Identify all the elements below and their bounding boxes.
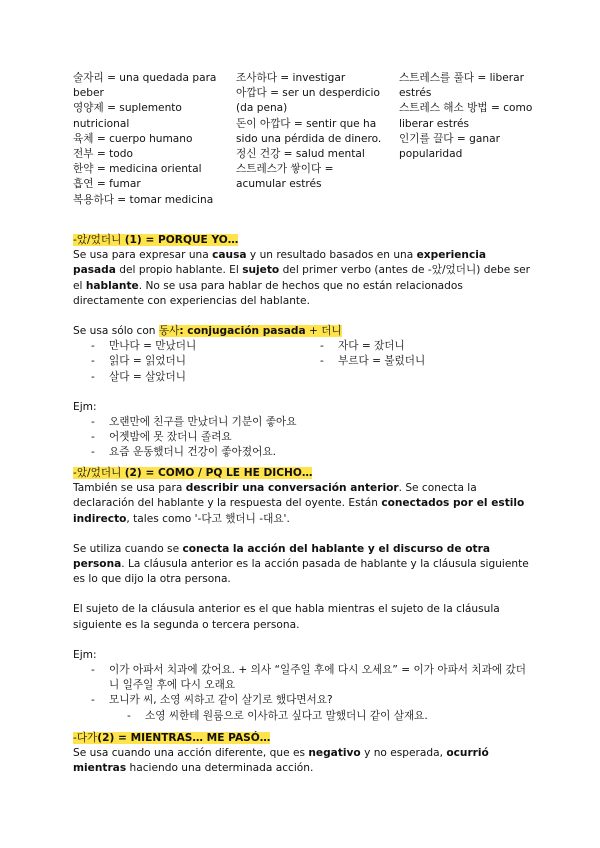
section-como-le-he-dicho <box>73 466 531 724</box>
vocab-item: 돈이 아깝다 = sentir que ha sido una pérdida de dinero. <box>236 117 382 145</box>
list-item: - 읽다 = 읽었더니 <box>73 354 302 369</box>
vocab-item: 육체 = cuerpo humano <box>73 132 193 145</box>
vocab-item: 전부 = todo <box>73 148 133 161</box>
heading-grammar: -았/었더니 <box>73 467 125 479</box>
examples-label: Ejm: <box>73 648 97 661</box>
examples-list <box>73 415 531 461</box>
heading-meaning: (1) = PORQUE YO… <box>124 234 239 246</box>
vocab-item: 정신 건강 = salud mental <box>236 148 365 161</box>
example-item: - 오랜만에 친구를 만났더니 기분이 좋아요 <box>73 415 531 430</box>
explanation-paragraph: Se usa para expresar una causa y un resultado basados en una experiencia pasada del propio hablante. El sujeto del primer verbo (antes de -았/었더니) debe ser el hablante. No se usa para hablar de hechos que no están relacionados directamente con experiencias del hablante. <box>73 249 530 307</box>
explanation-paragraph: Se usa cuando una acción diferente, que es negativo y no esperada, ocurrió mientras haciendo una determinada acción. <box>73 747 489 775</box>
vocab-item: 술자리 = una quedada para beber <box>73 72 217 100</box>
vocab-column-2 <box>236 71 386 193</box>
vocab-item: 한약 = medicina oriental <box>73 163 202 176</box>
section-heading <box>73 731 531 746</box>
conjugation-list <box>73 339 531 385</box>
vocab-item: 복용하다 = tomar medicina <box>73 193 214 206</box>
vocab-column-3 <box>399 71 533 162</box>
list-item: - 부르다 = 불렀더니 <box>302 354 531 369</box>
section-heading <box>73 233 531 248</box>
vocab-item: 스트레스가 쌓이다 = acumular estrés <box>236 163 334 191</box>
heading-grammar: -았/었더니 <box>73 234 125 246</box>
vocab-item: 아깝다 = ser un desperdicio (da pena) <box>236 87 380 115</box>
vocab-item: 조사하다 = investigar <box>236 72 346 84</box>
example-item: - 이가 아파서 치과에 갔어요. + 의사 “일주일 후에 다시 오세요” = 이가 아파서 치과에 갔더니 일주일 후에 다시 오래요 <box>73 663 531 693</box>
list-item: - 만나다 = 만났더니 <box>73 339 302 354</box>
heading-meaning: (2) = MIENTRAS… ME PASÓ… <box>97 732 271 744</box>
example-item: - 어젯밤에 못 잤더니 졸려요 <box>73 430 531 445</box>
heading-grammar: -다가 <box>73 732 98 744</box>
vocab-item: 스트레스 해소 방법 = como liberar estrés <box>399 102 533 130</box>
usage-note: Se usa sólo con 동사: conjugación pasada + 더니 <box>73 325 342 338</box>
vocab-item: 영양제 = suplemento nutricional <box>73 102 182 130</box>
explanation-paragraph: También se usa para describir una conversación anterior. Se conecta la declaración del hablante y la respuesta del oyente. Están conectados por el estilo indirecto, tales como '-다고 했더니 -대요'. <box>73 482 525 525</box>
section-heading <box>73 466 531 481</box>
example-item: - 모니카 씨, 소영 씨하고 같이 살기로 했다면서요? <box>73 693 531 708</box>
list-item: - 살다 = 살았더니 <box>73 370 302 385</box>
vocab-column-1 <box>73 71 223 208</box>
section-mientras <box>73 731 531 777</box>
examples-label: Ejm: <box>73 400 97 413</box>
sub-examples-list <box>73 709 531 724</box>
examples-list <box>73 663 531 709</box>
explanation-paragraph: El sujeto de la cláusula anterior es el que habla mientras el sujeto de la cláusula siguiente es la segunda o tercera persona. <box>73 603 500 631</box>
example-item: - 요즘 운동했더니 건강이 좋아졌어요. <box>73 445 531 460</box>
section-porque-yo <box>73 233 531 461</box>
vocab-item: 흡연 = fumar <box>73 178 141 191</box>
vocab-item: 스트레스를 풀다 = liberar estrés <box>399 72 524 100</box>
list-item: - 자다 = 잤더니 <box>302 339 531 354</box>
heading-meaning: (2) = COMO / PQ LE HE DICHO… <box>124 467 313 479</box>
explanation-paragraph: Se utiliza cuando se conecta la acción del hablante y el discurso de otra persona. La cláusula anterior es la acción pasada de hablante y la cláusula siguiente es lo que dijo la otra persona. <box>73 542 529 586</box>
vocab-item: 인기를 끌다 = ganar popularidad <box>399 132 500 161</box>
example-item: - 소영 씨한테 원룸으로 이사하고 싶다고 말했더니 같이 살재요. <box>73 709 531 724</box>
